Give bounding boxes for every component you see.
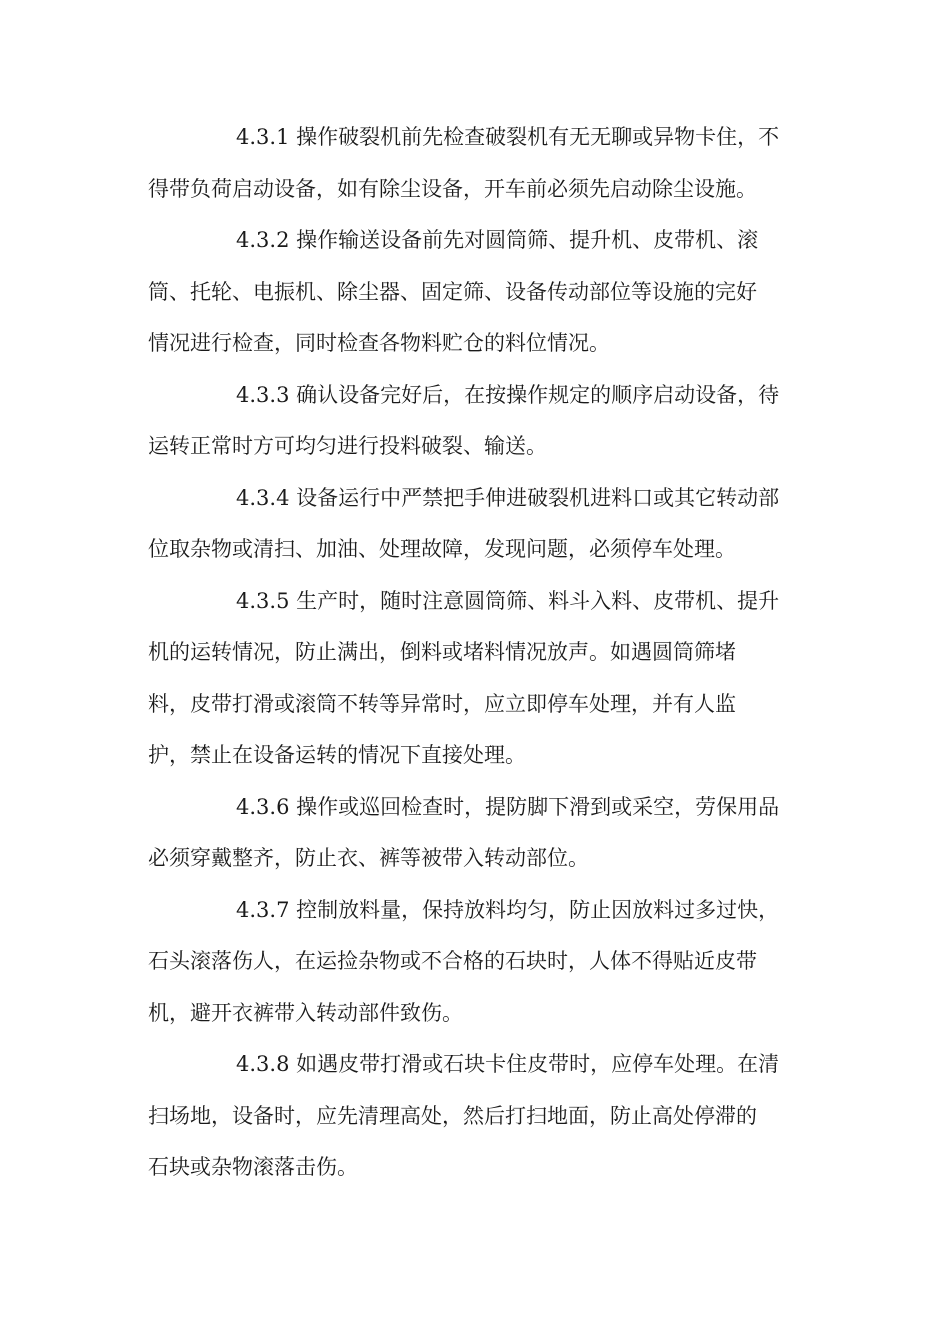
paragraph-4-3-2: [148, 215, 800, 370]
paragraph-line: 4.3.2 操作输送设备前先对圆筒筛、提升机、皮带机、滚: [236, 228, 759, 252]
document-body: [148, 112, 800, 1194]
paragraph-4-3-7: [148, 885, 800, 1040]
paragraph-line: 4.3.3 确认设备完好后，在按操作规定的顺序启动设备，待: [236, 382, 780, 407]
paragraph-line: 4.3.7 控制放料量，保持放料均匀，防止因放料过多过快，: [236, 897, 780, 922]
paragraph-line: 石头滚落伤人，在运捡杂物或不合格的石块时，人体不得贴近皮带: [148, 949, 757, 973]
paragraph-line: 必须穿戴整齐，防止衣、裤等被带入转动部位。: [148, 846, 589, 870]
paragraph-line: 机的运转情况，防止满出，倒料或堵料情况放声。如遇圆筒筛堵: [148, 640, 736, 664]
paragraph-line: 位取杂物或清扫、加油、处理故障，发现问题，必须停车处理。: [148, 537, 736, 561]
paragraph-line: 情况进行检查，同时检查各物料贮仓的料位情况。: [148, 331, 610, 355]
paragraph-4-3-8: [148, 1039, 800, 1194]
paragraph-line: 筒、托轮、电振机、除尘器、固定筛、设备传动部位等设施的完好: [148, 279, 757, 304]
paragraph-line: 得带负荷启动设备，如有除尘设备，开车前必须先启动除尘设施。: [148, 176, 757, 201]
paragraph-line: 扫场地，设备时，应先清理高处，然后打扫地面，防止高处停滞的: [148, 1103, 757, 1128]
paragraph-4-3-1: [148, 112, 800, 215]
paragraph-line: 4.3.4 设备运行中严禁把手伸进破裂机进料口或其它转动部: [236, 485, 780, 510]
paragraph-line: 4.3.1 操作破裂机前先检查破裂机有无无聊或异物卡住，不: [236, 125, 780, 149]
paragraph-4-3-4: [148, 473, 800, 576]
paragraph-line: 机，避开衣裤带入转动部件致伤。: [148, 1000, 463, 1025]
paragraph-4-3-3: [148, 370, 800, 473]
paragraph-line: 石块或杂物滚落击伤。: [148, 1155, 358, 1179]
paragraph-line: 运转正常时方可均匀进行投料破裂、输送。: [148, 434, 547, 458]
paragraph-line: 料，皮带打滑或滚筒不转等异常时，应立即停车处理，并有人监: [148, 691, 736, 716]
paragraph-line: 4.3.5 生产时，随时注意圆筒筛、料斗入料、皮带机、提升: [236, 588, 780, 613]
paragraph-line: 4.3.6 操作或巡回检查时，提防脚下滑到或采空，劳保用品: [236, 794, 780, 819]
paragraph-line: 4.3.8 如遇皮带打滑或石块卡住皮带时，应停车处理。在清: [236, 1052, 780, 1076]
paragraph-line: 护，禁止在设备运转的情况下直接处理。: [148, 743, 526, 767]
paragraph-4-3-6: [148, 782, 800, 885]
paragraph-4-3-5: [148, 576, 800, 782]
